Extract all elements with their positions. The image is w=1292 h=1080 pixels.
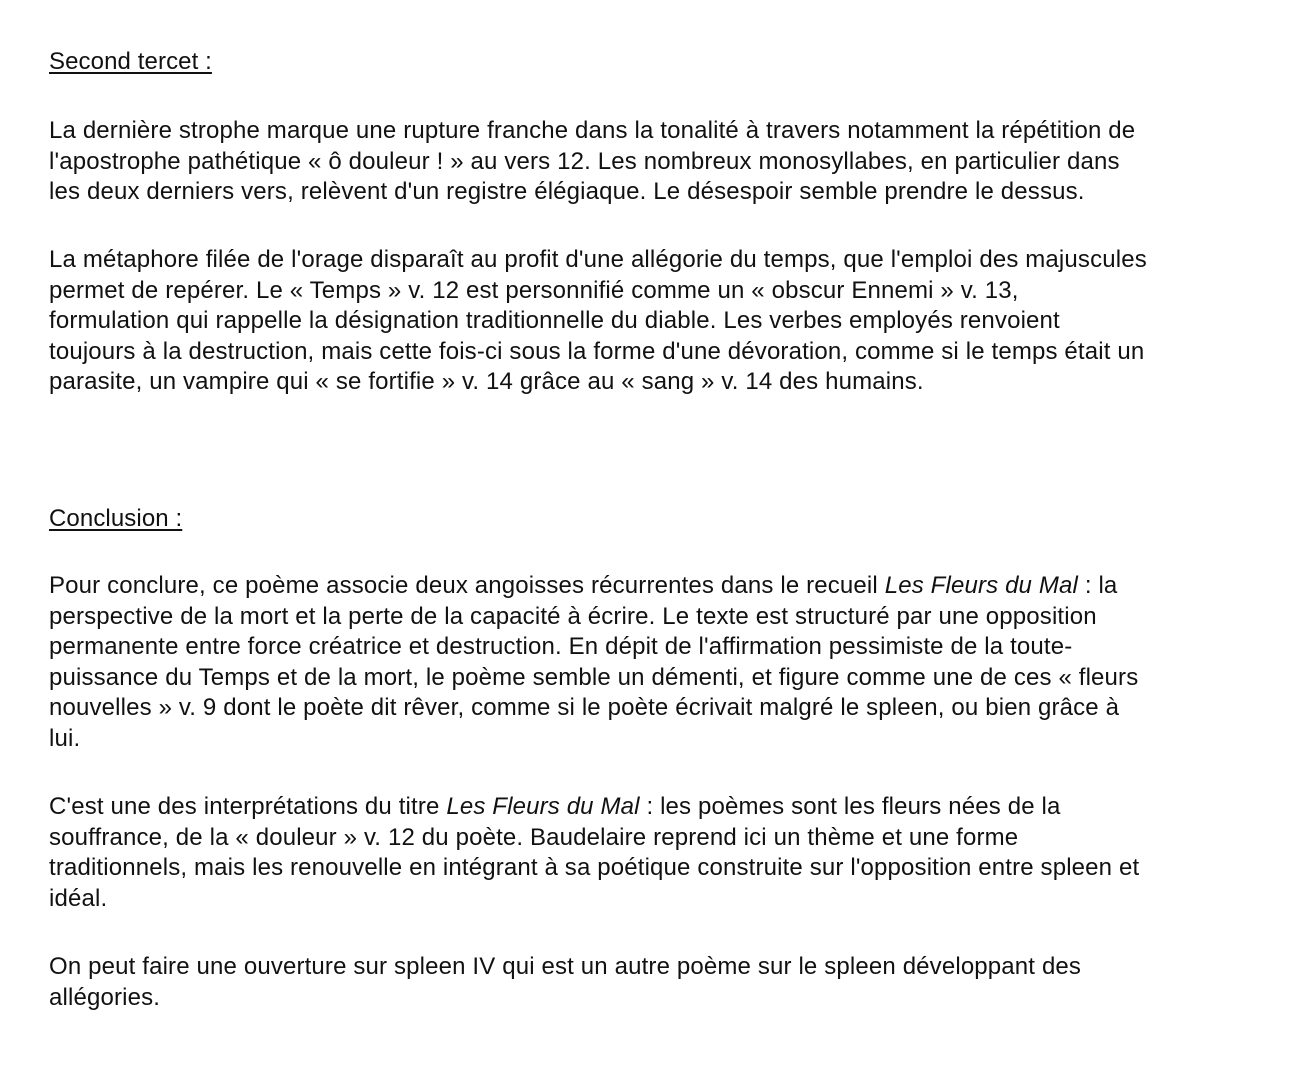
text-line: lui. [49,724,81,752]
text-line [49,571,1269,602]
text-line: nouvelles » v. 9 dont le poète dit rêver, comme si le poète écrivait malgré le spleen, ou bien grâce à [49,694,1120,721]
text-line: perspective de la mort et la perte de la capacité à écrire. Le texte est structuré par une opposition [49,602,1097,630]
text-line: parasite, un vampire qui « se fortifie » v. 14 grâce au « sang » v. 14 des humains. [49,368,924,395]
second-tercet-heading: Second tercet : [49,48,212,75]
text-segment: C'est une des interprétations du titre [49,793,447,820]
text-line [49,792,1269,823]
text-line: formulation qui rappelle la désignation traditionnelle du diable. Les verbes employés renvoient [49,307,1060,334]
text-line: toujours à la destruction, mais cette fois-ci sous la forme d'une dévoration, comme si le temps était un [49,337,1145,365]
text-line: souffrance, de la « douleur » v. 12 du poète. Baudelaire reprend ici un thème et une forme [49,823,1019,851]
book-title: Les Fleurs du Mal [446,793,640,820]
text-segment: : les poèmes sont les fleurs nées de la [639,793,1061,820]
text-line: La dernière strophe marque une rupture franche dans la tonalité à travers notamment la répétition de [49,117,1136,144]
text-segment: Pour conclure, ce poème associe deux angoisses récurrentes dans le recueil [49,572,885,599]
text-line: les deux derniers vers, relèvent d'un registre élégiaque. Le désespoir semble prendre le dessus. [49,178,1085,205]
text-line: puissance du Temps et de la mort, le poème semble un démenti, et figure comme une de ces « fleurs [49,663,1139,691]
text-line: l'apostrophe pathétique « ô douleur ! » au vers 12. Les nombreux monosyllabes, en particulier dans [49,147,1120,175]
conclusion-paragraph-3 [49,952,1269,1013]
text-line: La métaphore filée de l'orage disparaît au profit d'une allégorie du temps, que l'emploi des majuscules [49,246,1147,273]
text-segment: : la [1078,572,1118,599]
conclusion-paragraph-2 [49,792,1269,914]
text-line: permanente entre force créatrice et destruction. En dépit de l'affirmation pessimiste de la toute- [49,633,1073,660]
second-tercet-paragraph-1 [49,116,1269,208]
text-line: permet de repérer. Le « Temps » v. 12 est personnifié comme un « obscur Ennemi » v. 13, [49,276,1019,304]
second-tercet-paragraph-2 [49,245,1269,398]
text-line: idéal. [49,884,108,912]
book-title: Les Fleurs du Mal [884,572,1078,599]
conclusion-heading: Conclusion : [49,505,183,532]
text-line: traditionnels, mais les renouvelle en intégrant à sa poétique construite sur l'opposition entre spleen et [49,854,1140,881]
conclusion-paragraph-1 [49,571,1269,754]
text-line: On peut faire une ouverture sur spleen IV qui est un autre poème sur le spleen développant des [49,953,1082,980]
text-line: allégories. [49,983,161,1011]
